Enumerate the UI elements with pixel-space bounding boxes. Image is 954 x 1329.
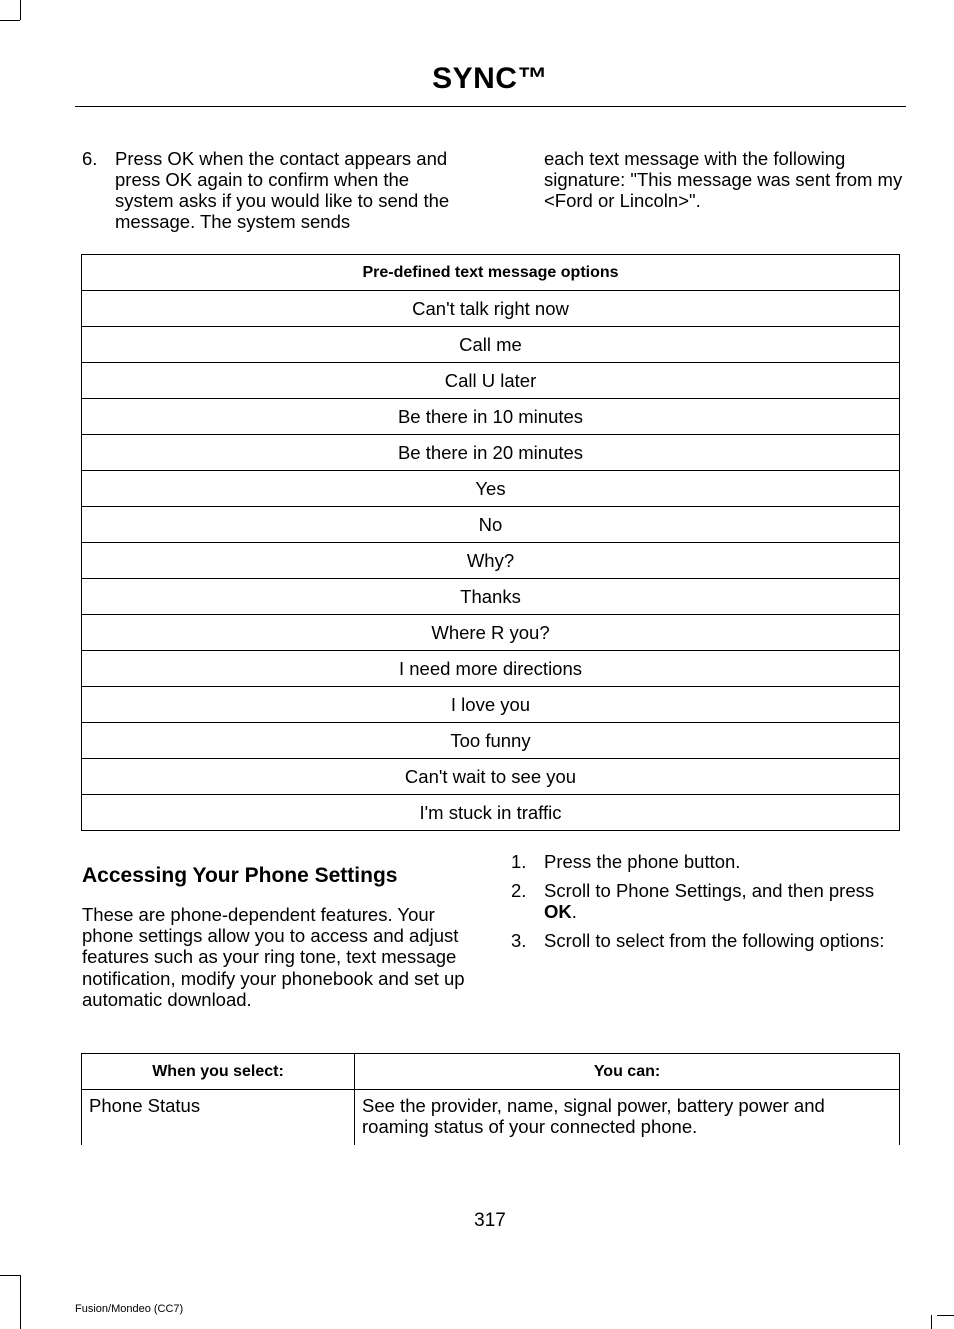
table-row: Call U later: [82, 363, 900, 399]
table-row: Be there in 10 minutes: [82, 399, 900, 435]
table-row: Too funny: [82, 723, 900, 759]
step-text: Press OK when the contact appears and press OK again to confirm when the system asks if you would like to send the message. The system sends: [115, 148, 450, 232]
step-number: 6.: [82, 148, 98, 169]
list-item: [511, 851, 901, 873]
table-row: I love you: [82, 687, 900, 723]
table-row: I need more directions: [82, 651, 900, 687]
crop-mark: [20, 1275, 21, 1329]
table-row: Can't wait to see you: [82, 759, 900, 795]
steps-list: [511, 851, 901, 958]
list-item: [511, 880, 901, 923]
crop-mark: [0, 20, 20, 21]
page-number: 317: [474, 1210, 506, 1231]
options-table: [81, 254, 900, 831]
table-row: Call me: [82, 327, 900, 363]
table-row: No: [82, 507, 900, 543]
table-row: Why?: [82, 543, 900, 579]
table-cell-select: Phone Status: [82, 1090, 355, 1146]
table-row: Where R you?: [82, 615, 900, 651]
col-header-select: When you select:: [82, 1054, 355, 1090]
crop-mark: [20, 0, 21, 20]
step-number: 1.: [511, 851, 527, 872]
step-bold-text: OK: [544, 901, 572, 922]
model-footer: Fusion/Mondeo (CC7): [75, 1303, 184, 1315]
step-text-end: .: [571, 901, 577, 922]
step-text: Scroll to select from the following options:: [544, 929, 885, 951]
table-row: Can't talk right now: [82, 291, 900, 327]
table-row: [82, 1090, 900, 1146]
step-text: Scroll to Phone Settings, and then press: [544, 879, 875, 901]
step-number: 3.: [511, 929, 527, 951]
intro-step-6: [82, 148, 472, 232]
section-paragraph: These are phone-dependent features. Your phone settings allow you to access and adjust features such as your ring tone, text message notification, modify your phonebook and set up automatic download.: [82, 904, 465, 1010]
table-row: I'm stuck in traffic: [82, 795, 900, 831]
section-heading: Accessing Your Phone Settings: [82, 864, 398, 887]
table-row: Yes: [82, 471, 900, 507]
select-table: [81, 1053, 900, 1145]
intro-continuation: each text message with the following signature: "This message was sent from my <Ford or Lincoln>".: [544, 148, 903, 211]
table-cell-can: See the provider, name, signal power, battery power and roaming status of your connected phone.: [355, 1090, 900, 1146]
crop-mark: [0, 1275, 20, 1276]
crop-mark: [931, 1315, 932, 1329]
step-number: 2.: [511, 879, 527, 901]
step-text: Press the phone button.: [544, 851, 741, 872]
options-table-header: Pre-defined text message options: [82, 255, 900, 291]
table-row: Be there in 20 minutes: [82, 435, 900, 471]
header-rule: [75, 106, 906, 107]
col-header-can: You can:: [355, 1054, 900, 1090]
table-row: Thanks: [82, 579, 900, 615]
list-item: [511, 930, 901, 952]
crop-mark: [937, 1315, 954, 1316]
page-title: SYNC™: [432, 62, 548, 95]
